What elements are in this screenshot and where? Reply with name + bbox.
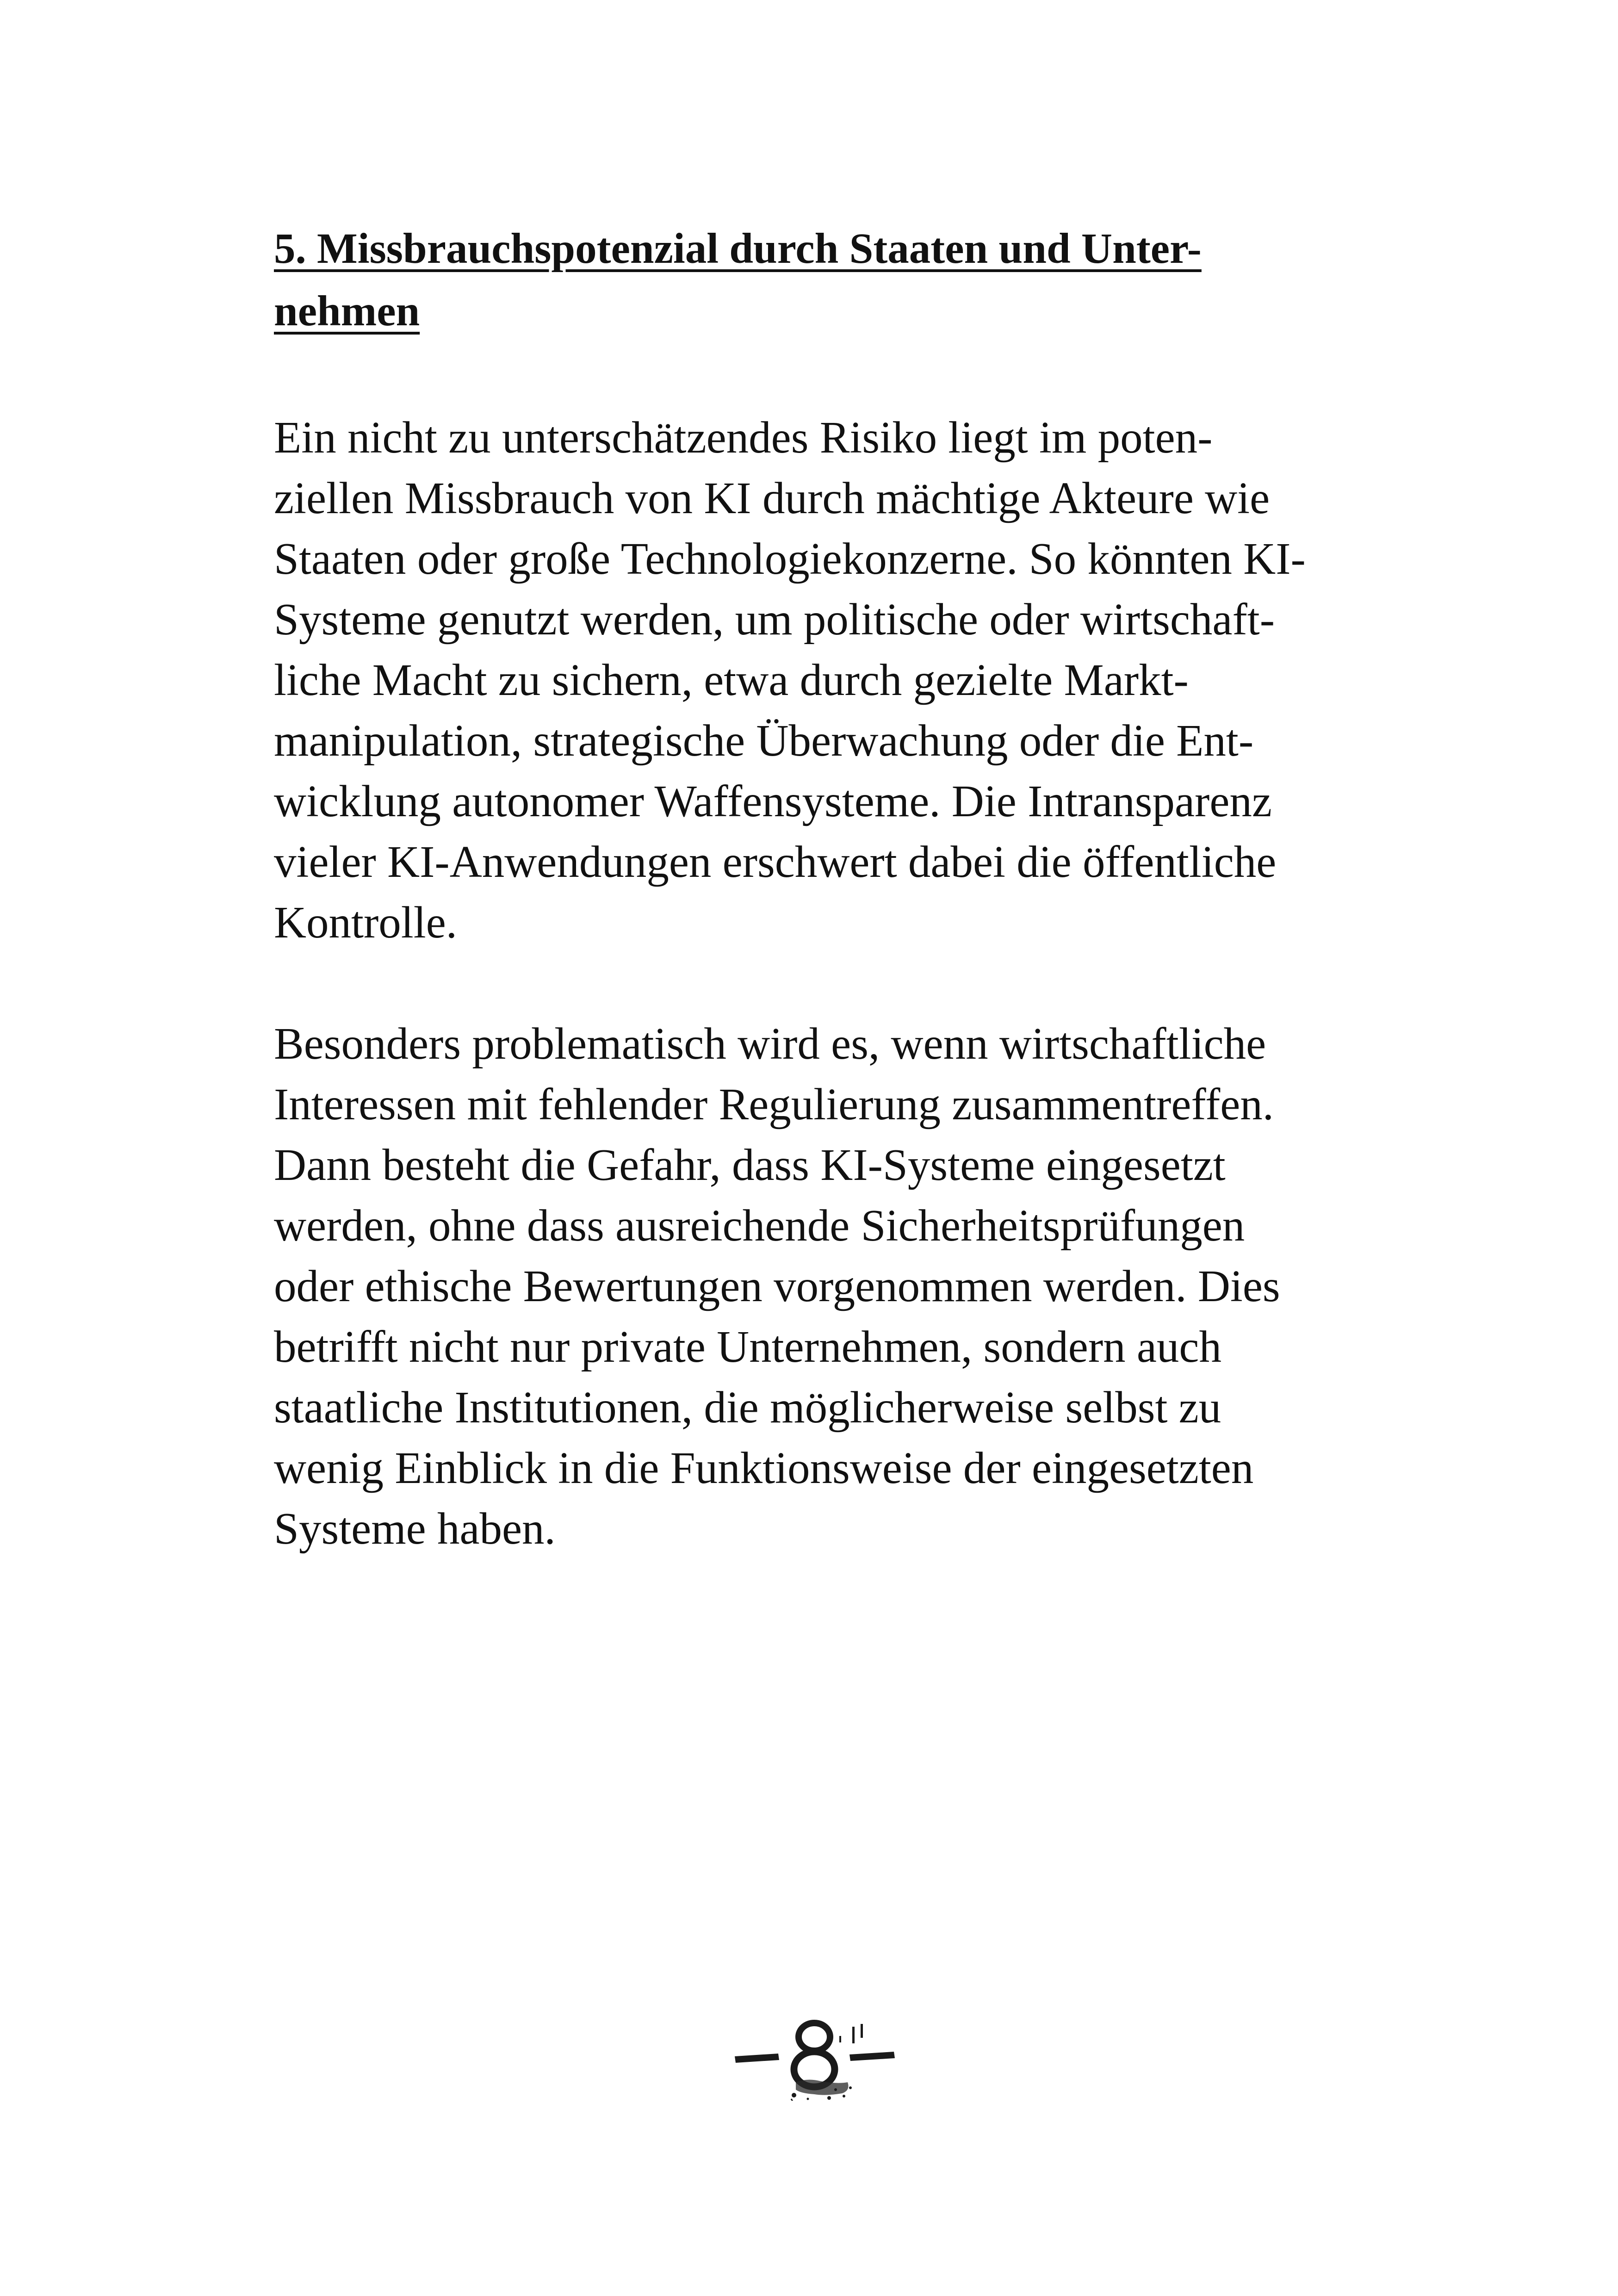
text-line: Systeme genutzt werden, um politische oder wirtschaft- <box>274 595 1275 644</box>
page-number <box>726 2008 902 2101</box>
text-line: manipulation, strategische Überwachung oder die Ent- <box>274 716 1254 765</box>
text-line: Ein nicht zu unterschätzendes Risiko liegt im poten- <box>274 413 1213 462</box>
text-line: Besonders problematisch wird es, wenn wirtschaftliche <box>274 1019 1266 1068</box>
text-line: wenig Einblick in die Funktionsweise der eingesetzten <box>274 1443 1254 1493</box>
text-line: vieler KI-Anwendungen erschwert dabei die öffentliche <box>274 837 1277 887</box>
text-line: Kontrolle. <box>274 898 458 947</box>
section-heading <box>274 217 1375 342</box>
text-line: liche Macht zu sichern, etwa durch gezielte Markt- <box>274 655 1189 705</box>
heading-line: nehmen <box>274 287 420 335</box>
text-line: wicklung autonomer Waffensysteme. Die Intransparenz <box>274 776 1272 826</box>
text-line: betrifft nicht nur private Unternehmen, sondern auch <box>274 1322 1221 1371</box>
text-line: werden, ohne dass ausreichende Sicherheitsprüfungen <box>274 1201 1245 1250</box>
text-line: oder ethische Bewertungen vorgenommen werden. Dies <box>274 1261 1280 1311</box>
paragraph-2 <box>274 1013 1375 1559</box>
text-line: Interessen mit fehlender Regulierung zusammentreffen. <box>274 1080 1274 1129</box>
text-line: Dann besteht die Gefahr, dass KI-Systeme eingesetzt <box>274 1140 1226 1190</box>
heading-line: 5. Missbrauchspotenzial durch Staaten und Unter- <box>274 225 1202 273</box>
text-line: staatliche Institutionen, die möglicherweise selbst zu <box>274 1383 1221 1432</box>
paragraph-1 <box>274 407 1375 953</box>
text-line: Staaten oder große Technologiekonzerne. So könnten KI- <box>274 534 1306 583</box>
text-line: ziellen Missbrauch von KI durch mächtige Akteure wie <box>274 473 1270 523</box>
text-line: Systeme haben. <box>274 1504 556 1553</box>
page-content <box>274 217 1375 1559</box>
